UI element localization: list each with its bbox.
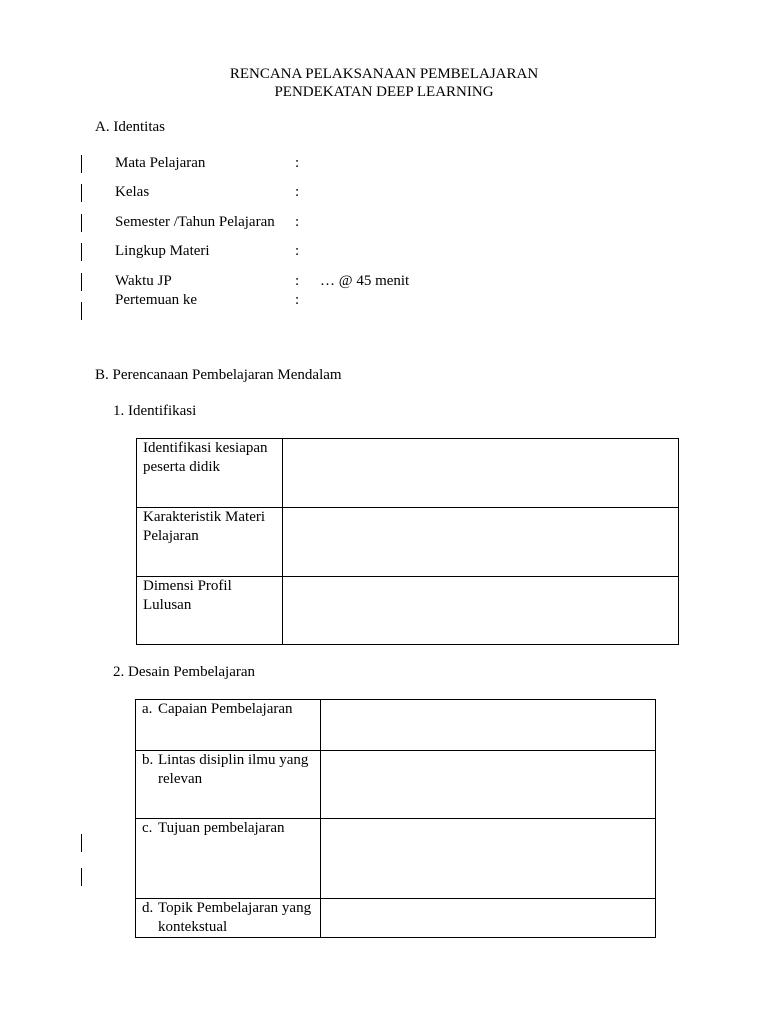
field-colon: : bbox=[295, 292, 300, 308]
table-row bbox=[137, 508, 679, 577]
table-cell-label: Karakteristik Materi Pelajaran bbox=[137, 508, 283, 577]
table-row bbox=[136, 819, 656, 899]
revision-bar bbox=[81, 302, 82, 320]
document-title-line-1: RENCANA PELAKSANAAN PEMBELAJARAN bbox=[229, 66, 539, 82]
list-marker: b. bbox=[142, 752, 154, 768]
field-label-mata-pelajaran: Mata Pelajaran bbox=[115, 155, 206, 171]
table-cell-value[interactable] bbox=[321, 700, 656, 751]
field-label-semester: Semester /Tahun Pelajaran bbox=[115, 214, 275, 230]
table-cell-label: Lintas disiplin ilmu yang relevan bbox=[158, 752, 309, 787]
field-colon: : bbox=[295, 155, 300, 171]
table-cell-value[interactable] bbox=[283, 508, 679, 577]
section-a-heading: A. Identitas bbox=[95, 119, 165, 135]
table-cell-label: Tujuan pembelajaran bbox=[158, 820, 285, 836]
table-cell-label: Capaian Pembelajaran bbox=[158, 701, 293, 717]
list-marker: a. bbox=[142, 701, 153, 717]
table-row bbox=[136, 899, 656, 938]
field-label-kelas: Kelas bbox=[115, 184, 150, 200]
table-row bbox=[136, 700, 656, 751]
table-cell-value[interactable] bbox=[283, 577, 679, 645]
table-cell-label: Identifikasi kesiapan peserta didik bbox=[137, 439, 283, 508]
table-cell-value[interactable] bbox=[283, 439, 679, 508]
table-cell-value[interactable] bbox=[321, 899, 656, 938]
section-b-heading: B. Perencanaan Pembelajaran Mendalam bbox=[95, 367, 342, 383]
revision-bar bbox=[81, 868, 82, 886]
field-label-waktu-jp: Waktu JP bbox=[115, 273, 172, 289]
field-colon: : bbox=[295, 184, 300, 200]
table-cell-label: Topik Pembelajaran yang kontekstual bbox=[158, 900, 312, 935]
field-colon: : bbox=[295, 214, 300, 230]
revision-bar bbox=[81, 834, 82, 852]
table-cell-value[interactable] bbox=[321, 751, 656, 819]
field-label-lingkup-materi: Lingkup Materi bbox=[115, 243, 210, 259]
table-row bbox=[137, 577, 679, 645]
field-colon: : bbox=[295, 243, 300, 259]
revision-bar bbox=[81, 184, 82, 202]
revision-bar bbox=[81, 214, 82, 232]
revision-bar bbox=[81, 273, 82, 291]
desain-pembelajaran-table bbox=[135, 699, 656, 938]
field-value-waktu-jp[interactable]: … @ 45 menit bbox=[320, 273, 410, 289]
revision-bar bbox=[81, 155, 82, 173]
revision-bar bbox=[81, 243, 82, 261]
list-marker: c. bbox=[142, 820, 153, 836]
table-cell-label: Dimensi Profil Lulusan bbox=[137, 577, 283, 645]
field-colon: : bbox=[295, 273, 300, 289]
document-title-line-2: PENDEKATAN DEEP LEARNING bbox=[274, 84, 494, 100]
identifikasi-table bbox=[136, 438, 679, 645]
list-marker: d. bbox=[142, 900, 154, 916]
table-row bbox=[136, 751, 656, 819]
field-label-pertemuan-ke: Pertemuan ke bbox=[115, 292, 198, 308]
table-cell-value[interactable] bbox=[321, 819, 656, 899]
table-row bbox=[137, 439, 679, 508]
subsection-desain-heading: 2. Desain Pembelajaran bbox=[113, 664, 256, 680]
subsection-identifikasi-heading: 1. Identifikasi bbox=[113, 403, 197, 419]
